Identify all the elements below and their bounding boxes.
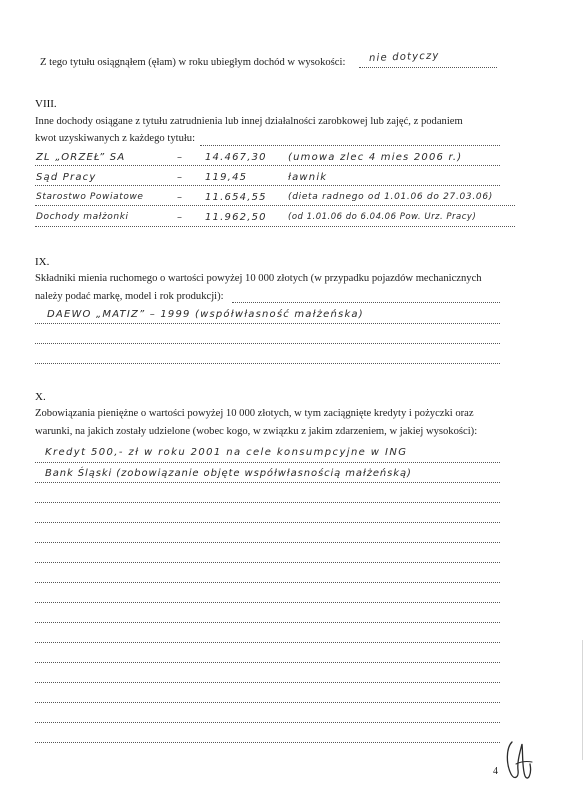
row-line [35,722,500,723]
row-line [35,662,500,663]
movable-property-entry: DAEWO „MATIZ” – 1999 (współwłasność małżeńska) [47,309,364,320]
liability-entry-line2: Bank Śląski (zobowiązanie objęte współwłasnością małżeńską) [45,468,412,479]
row-line [35,622,500,623]
row-line [35,522,500,523]
row-line [35,185,500,186]
row-line [35,462,500,463]
income-row-dash: – [177,212,184,223]
page-number: 4 [493,766,498,777]
income-answer-handwriting: nie dotyczy [368,50,440,64]
section-ix-dotted-line [232,302,500,303]
row-line [35,642,500,643]
income-row-source: Sąd Pracy [36,172,97,183]
row-line [35,323,500,324]
row-line [35,165,500,166]
row-line [35,343,500,344]
row-line [35,742,500,743]
income-statement-label: Z tego tytułu osiągnąłem (ęłam) w roku ubiegłym dochód w wysokości: [40,57,346,68]
row-line [35,702,500,703]
income-row-dash: – [177,172,184,183]
income-row-note: (od 1.01.06 do 6.04.06 Pow. Urz. Pracy) [288,212,477,222]
row-line [35,602,500,603]
row-line [35,226,515,227]
income-row-source: Starostwo Powiatowe [36,192,144,202]
section-ix-text-1: Składniki mienia ruchomego o wartości powyżej 10 000 złotych (w przypadku pojazdów mechanicznych [35,273,482,284]
income-row-dash: – [177,192,184,203]
row-line [35,205,515,206]
row-line [35,482,500,483]
section-x-text-1: Zobowiązania pieniężne o wartości powyżej 10 000 złotych, w tym zaciągnięte kredyty i pożyczki oraz [35,408,474,419]
section-x-text-2: warunki, na jakich zostały udzielone (wobec kogo, w związku z jakim zdarzeniem, w jakiej wysokości): [35,426,478,437]
section-viii-dotted-line [200,145,500,146]
income-row-note: (dieta radnego od 1.01.06 do 27.03.06) [288,192,493,202]
row-line [35,363,500,364]
liability-entry-line1: Kredyt 500,- zł w roku 2001 na cele konsumpcyjne w ING [45,447,408,458]
income-row-note: (umowa zlec 4 mies 2006 r.) [288,152,463,163]
income-row-amount: 119,45 [205,172,248,183]
income-row-amount: 11.654,55 [205,192,267,203]
section-ix-heading: IX. [35,256,50,268]
income-row-amount: 11.962,50 [205,212,267,223]
row-line [35,542,500,543]
section-viii-text-1: Inne dochody osiągane z tytułu zatrudnienia lub innej działalności zarobkowej lub zajęć, z podaniem [35,116,463,127]
section-ix-text-2: należy podać markę, model i rok produkcji): [35,291,224,302]
income-row-note: ławnik [288,172,328,183]
row-line [35,502,500,503]
scan-edge-shadow [582,640,583,760]
section-viii-heading: VIII. [35,98,57,110]
section-viii-text-2: kwot uzyskiwanych z każdego tytułu: [35,133,196,144]
row-line [35,562,500,563]
income-row-source: Dochody małżonki [36,212,129,222]
section-x-heading: X. [35,391,46,403]
income-row-amount: 14.467,30 [205,152,267,163]
row-line [35,682,500,683]
row-line [35,582,500,583]
initials-signature [502,734,536,786]
income-row-dash: – [177,152,184,163]
income-row-source: ZL „ORZEŁ” SA [36,152,126,163]
income-answer-line [359,67,497,68]
